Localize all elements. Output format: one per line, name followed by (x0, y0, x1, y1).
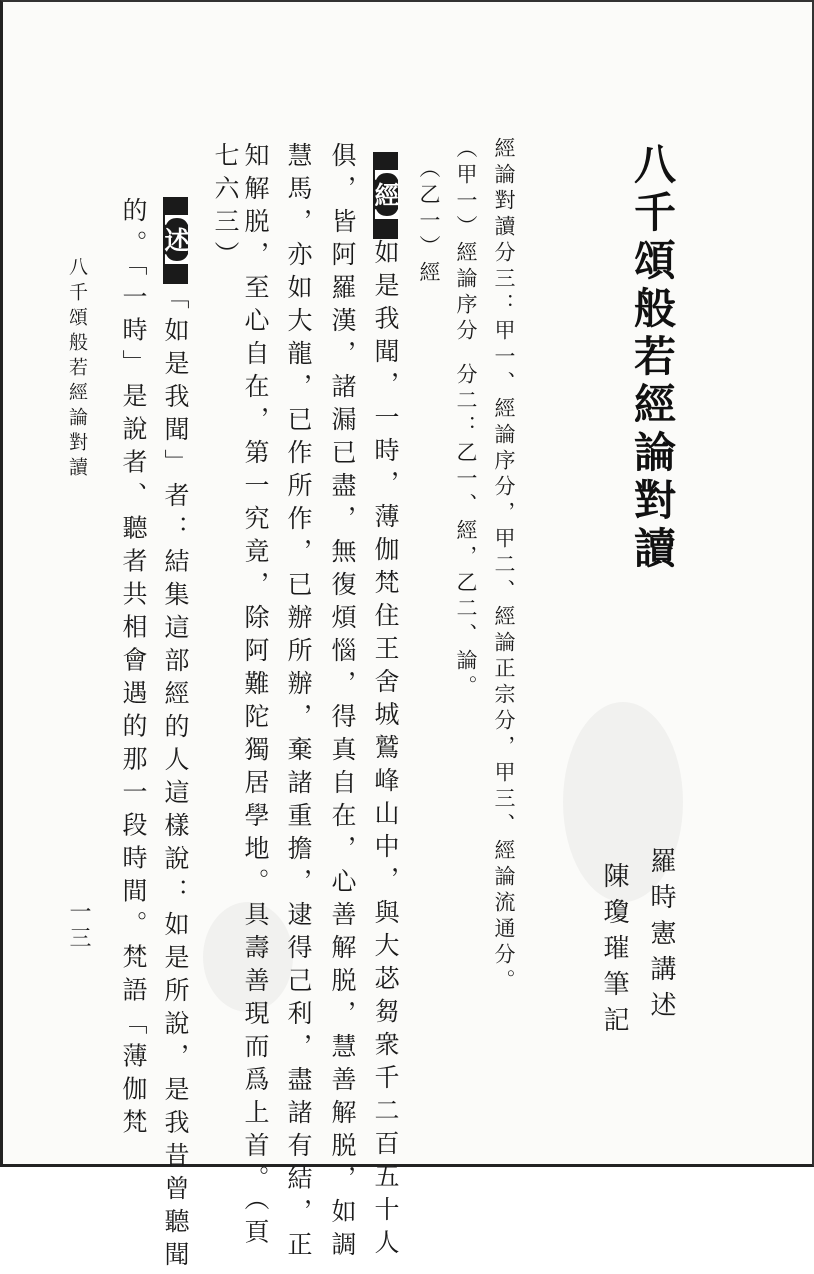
sutra-line-1: 【經】如是我聞，一時，薄伽梵住王舍城鷲峰山中，與大苾芻衆千二百五十人 (373, 152, 398, 1262)
section-heading-jia1: （甲一）經論序分 (454, 137, 478, 345)
outline-line-2 (455, 137, 476, 701)
sutra-line-2: 俱，皆阿羅漢，諸漏已盡，無復煩惱，得真自在，心善解脱，慧善解脱，如調 (328, 142, 357, 1264)
sutra-line-3: 慧馬，亦如大龍，已作所作，已辦所辦，棄諸重擔，逮得己利，盡諸有結，正 (284, 142, 313, 1264)
page-number: 一三 (66, 900, 91, 952)
section-subdivision: 分二：乙一、經，乙二、論。 (454, 363, 478, 701)
commentary-tag: 【述】 (163, 197, 188, 284)
author-notetaker: 陳瓊璀筆記 (599, 862, 629, 1042)
running-title: 八千頌般若經論對讀 (66, 257, 88, 482)
sutra-tag: 【經】 (373, 152, 398, 239)
sutra-line-4: 知解脱，至心自在，第一究竟，除阿難陀獨居學地。具壽善現而爲上首。（頁 (241, 142, 270, 1252)
commentary-line-2: 的。「一時」是說者、聽者共相會遇的那一段時間。梵語「薄伽梵 (119, 197, 148, 1142)
sutra-line-5: 七六三） (211, 142, 240, 274)
book-title: 八千頌般若經論對讀 (628, 142, 677, 574)
section-heading-yi1: （乙一）經 (417, 157, 441, 287)
commentary-line-1: 【述】「如是我聞」者：結集這部經的人這樣說：如是所說，是我昔曾聽聞 (163, 197, 188, 1274)
author-lecturer: 羅時憲講述 (646, 847, 676, 1027)
outline-line-1: 經論對讀分三：甲一、經論序分，甲二、經論正宗分，甲三、經論流通分。 (492, 137, 516, 995)
